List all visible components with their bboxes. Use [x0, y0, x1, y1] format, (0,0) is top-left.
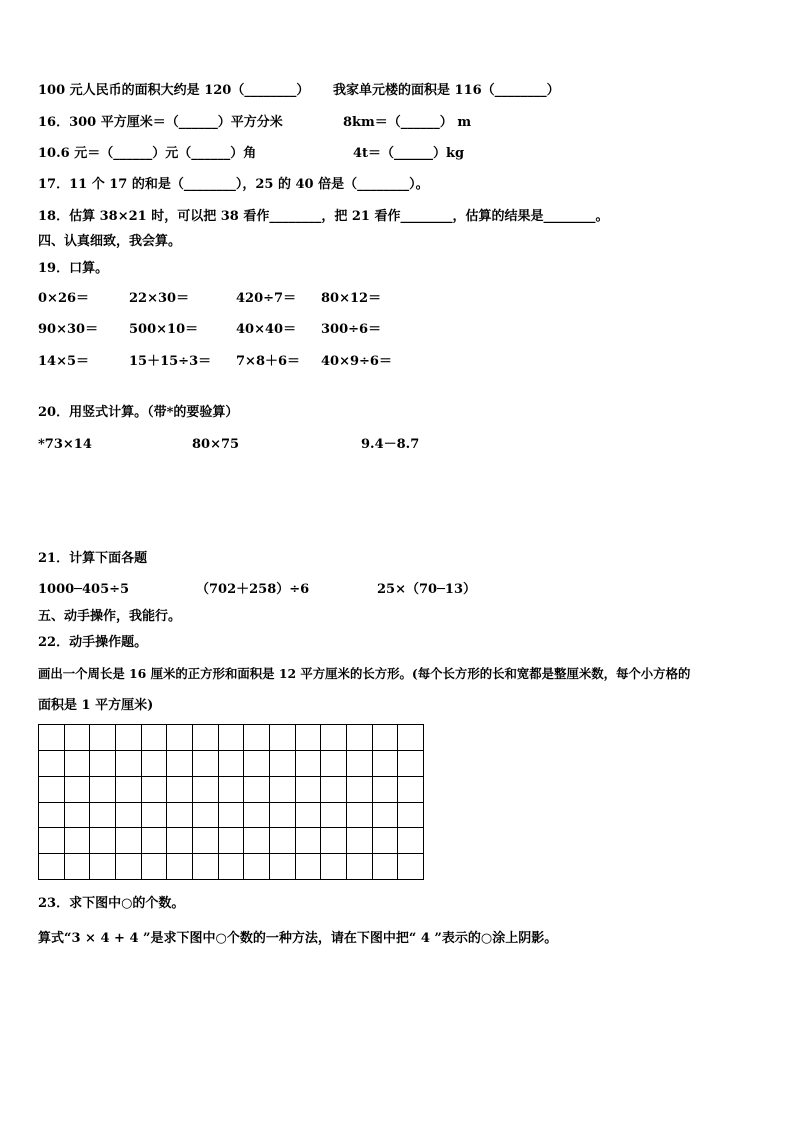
q18-text: 18．估算 38×21 时，可以把 38 看作________，把 21 看作________，估算的结果是________。: [38, 209, 609, 224]
oral-r2-c1: 90×30＝: [38, 322, 99, 337]
q16-text-d: 4t＝（______）kg: [353, 146, 465, 161]
grid-cell[interactable]: [296, 854, 322, 880]
oral-r2-c3: 40×40＝: [236, 322, 297, 337]
grid-cell[interactable]: [270, 725, 296, 751]
grid-cell[interactable]: [244, 725, 270, 751]
grid-cell[interactable]: [398, 854, 424, 880]
oral-r1-c1: 0×26＝: [38, 291, 90, 306]
grid-cell[interactable]: [219, 803, 245, 829]
grid-cell[interactable]: [321, 828, 347, 854]
grid-cell[interactable]: [116, 725, 142, 751]
grid-cell[interactable]: [193, 828, 219, 854]
section-4-heading: 四、认真细致，我会算。: [38, 234, 182, 249]
oral-r2-c2: 500×10＝: [129, 322, 199, 337]
vertical-calc-2: 80×75: [192, 437, 240, 452]
q16-text-b: 8km＝（______） m: [343, 115, 472, 130]
grid-cell[interactable]: [90, 803, 116, 829]
q15-line-b: 我家单元楼的面积是 116（________）: [333, 83, 560, 98]
grid-cell[interactable]: [321, 803, 347, 829]
grid-cell[interactable]: [398, 777, 424, 803]
grid-cell[interactable]: [270, 751, 296, 777]
grid-cell[interactable]: [373, 777, 399, 803]
grid-cell[interactable]: [296, 751, 322, 777]
grid-cell[interactable]: [90, 777, 116, 803]
grid-cell[interactable]: [219, 725, 245, 751]
grid-cell[interactable]: [39, 803, 65, 829]
grid-cell[interactable]: [373, 828, 399, 854]
oral-r3-c3: 7×8＋6＝: [236, 354, 301, 369]
grid-cell[interactable]: [270, 828, 296, 854]
grid-cell[interactable]: [167, 854, 193, 880]
grid-cell[interactable]: [116, 828, 142, 854]
oral-r2-c4: 300÷6＝: [321, 322, 382, 337]
grid-cell[interactable]: [373, 725, 399, 751]
grid-cell[interactable]: [90, 828, 116, 854]
q22-title: 22．动手操作题。: [38, 635, 148, 650]
grid-cell[interactable]: [321, 725, 347, 751]
q15-line-a: 100 元人民币的面积大约是 120（________）: [38, 83, 310, 98]
oral-r3-c4: 40×9÷6＝: [321, 354, 392, 369]
grid-cell[interactable]: [193, 803, 219, 829]
q19-title: 19．口算。: [38, 261, 109, 276]
grid-cell[interactable]: [39, 777, 65, 803]
grid-cell[interactable]: [270, 777, 296, 803]
grid-cell[interactable]: [39, 725, 65, 751]
grid-cell[interactable]: [347, 751, 373, 777]
grid-cell[interactable]: [193, 854, 219, 880]
grid-cell[interactable]: [296, 803, 322, 829]
square-grid[interactable]: [38, 724, 424, 880]
grid-cell[interactable]: [347, 803, 373, 829]
grid-cell[interactable]: [321, 777, 347, 803]
grid-cell[interactable]: [167, 751, 193, 777]
grid-cell[interactable]: [65, 751, 91, 777]
grid-cell[interactable]: [244, 751, 270, 777]
grid-cell[interactable]: [167, 777, 193, 803]
grid-cell[interactable]: [321, 751, 347, 777]
grid-cell[interactable]: [65, 803, 91, 829]
grid-cell[interactable]: [193, 777, 219, 803]
section-5-heading: 五、动手操作，我能行。: [38, 609, 182, 624]
grid-cell[interactable]: [244, 828, 270, 854]
grid-cell[interactable]: [219, 751, 245, 777]
oral-r3-c2: 15＋15÷3＝: [129, 354, 212, 369]
grid-cell[interactable]: [39, 854, 65, 880]
calc-3: 25×（70─13）: [377, 582, 476, 597]
q20-title: 20．用竖式计算。（带*的要验算）: [38, 405, 239, 420]
grid-cell[interactable]: [347, 854, 373, 880]
grid-cell[interactable]: [244, 777, 270, 803]
grid-cell[interactable]: [398, 828, 424, 854]
grid-cell[interactable]: [142, 828, 168, 854]
grid-cell[interactable]: [116, 803, 142, 829]
grid-cell[interactable]: [142, 854, 168, 880]
grid-cell[interactable]: [65, 854, 91, 880]
q16-text-a: 16．300 平方厘米＝（______）平方分米: [38, 115, 283, 130]
grid-cell[interactable]: [321, 854, 347, 880]
grid-cell[interactable]: [219, 828, 245, 854]
oral-r1-c2: 22×30＝: [129, 291, 190, 306]
calc-1: 1000─405÷5: [38, 582, 130, 597]
grid-cell[interactable]: [398, 751, 424, 777]
grid-cell[interactable]: [373, 803, 399, 829]
grid-cell[interactable]: [65, 828, 91, 854]
grid-cell[interactable]: [296, 777, 322, 803]
q17-text: 17．11 个 17 的和是（________），25 的 40 倍是（________）。: [38, 177, 429, 192]
grid-cell[interactable]: [193, 725, 219, 751]
grid-cell[interactable]: [398, 803, 424, 829]
grid-cell[interactable]: [270, 803, 296, 829]
grid-cell[interactable]: [270, 854, 296, 880]
oral-r1-c3: 420÷7＝: [236, 291, 297, 306]
grid-cell[interactable]: [219, 777, 245, 803]
grid-cell[interactable]: [39, 751, 65, 777]
grid-cell[interactable]: [142, 777, 168, 803]
grid-cell[interactable]: [167, 725, 193, 751]
grid-cell[interactable]: [116, 854, 142, 880]
grid-cell[interactable]: [167, 803, 193, 829]
q16-text-c: 10.6 元＝（______）元（______）角: [38, 146, 257, 161]
grid-cell[interactable]: [65, 725, 91, 751]
grid-cell[interactable]: [142, 751, 168, 777]
q21-title: 21．计算下面各题: [38, 551, 148, 566]
grid-cell[interactable]: [193, 751, 219, 777]
grid-cell[interactable]: [90, 725, 116, 751]
grid-cell[interactable]: [398, 725, 424, 751]
grid-cell[interactable]: [373, 854, 399, 880]
grid-cell[interactable]: [373, 751, 399, 777]
vertical-calc-1: *73×14: [38, 437, 92, 452]
grid-cell[interactable]: [90, 854, 116, 880]
grid-cell[interactable]: [39, 828, 65, 854]
grid-cell[interactable]: [167, 828, 193, 854]
q22-instruction-2: 面积是 1 平方厘米): [38, 698, 154, 713]
calc-2: （702＋258）÷6: [196, 582, 310, 597]
grid-cell[interactable]: [296, 725, 322, 751]
q23-title: 23．求下图中○的个数。: [38, 896, 185, 911]
grid-cell[interactable]: [142, 803, 168, 829]
grid-cell[interactable]: [347, 725, 373, 751]
grid-cell[interactable]: [347, 777, 373, 803]
grid-cell[interactable]: [219, 854, 245, 880]
grid-cell[interactable]: [65, 777, 91, 803]
grid-cell[interactable]: [90, 751, 116, 777]
grid-cell[interactable]: [142, 725, 168, 751]
grid-cell[interactable]: [116, 777, 142, 803]
grid-cell[interactable]: [347, 828, 373, 854]
oral-r3-c1: 14×5＝: [38, 354, 90, 369]
grid-cell[interactable]: [296, 828, 322, 854]
q22-instruction-1: 画出一个周长是 16 厘米的正方形和面积是 12 平方厘米的长方形。(每个长方形的长和宽都是整厘米数，每个小方格的: [38, 666, 691, 681]
q23-instruction: 算式“3 × 4 + 4 ”是求下图中○个数的一种方法，请在下图中把“ 4 ”表示的○涂上阴影。: [38, 931, 558, 946]
oral-r1-c4: 80×12＝: [321, 291, 382, 306]
vertical-calc-3: 9.4－8.7: [361, 437, 420, 452]
grid-cell[interactable]: [244, 803, 270, 829]
grid-cell[interactable]: [116, 751, 142, 777]
grid-cell[interactable]: [244, 854, 270, 880]
